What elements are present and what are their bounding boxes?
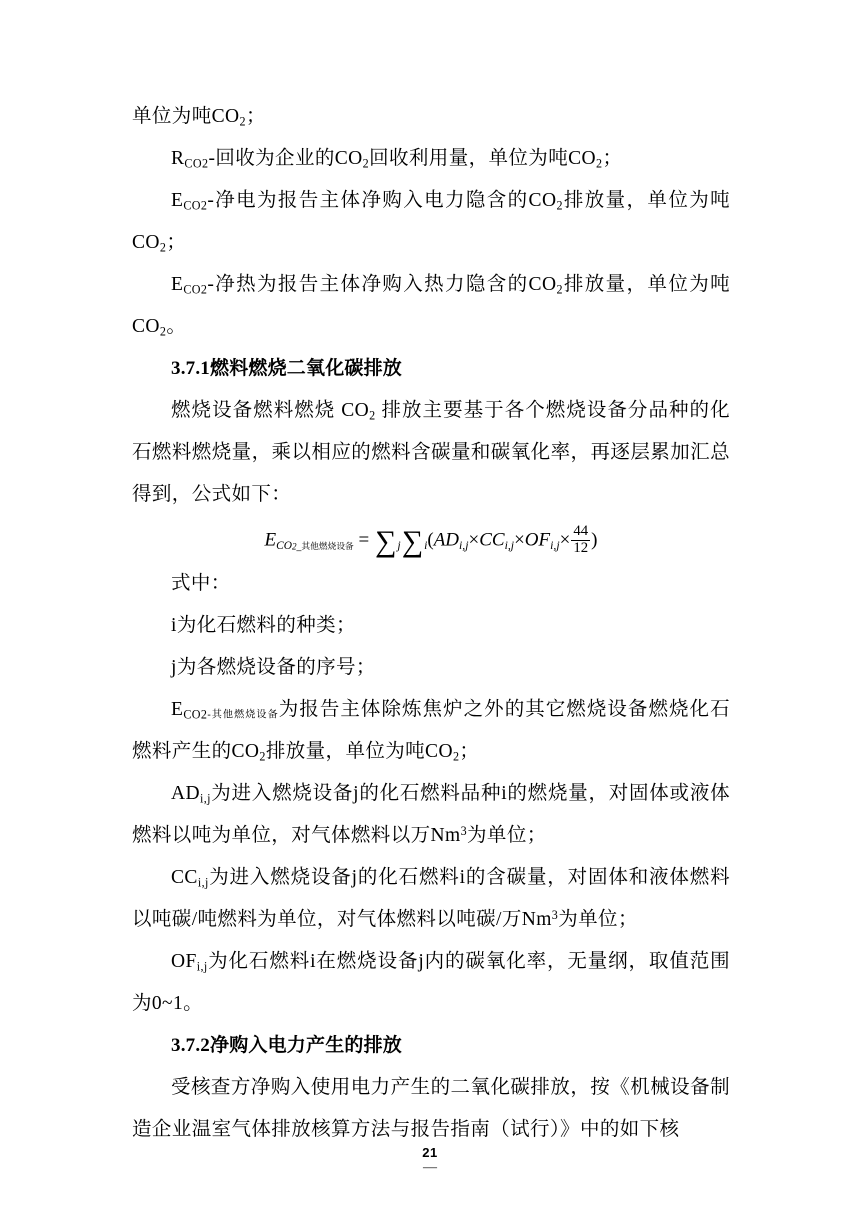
definition-eco2-other: $E_{CO2}-$其他燃烧设备为报告主体除炼焦炉之外的其它燃烧设备燃烧化石燃料产生的$CO_2$排放量，单位为吨$CO_2$； <box>132 698 730 764</box>
formula-open-paren: ( <box>427 529 434 551</box>
formula-term-of-index: i,j <box>550 538 560 552</box>
formula-lhs-sub-digit: 2 <box>291 541 297 552</box>
formula-times-2: × <box>514 529 525 551</box>
formula-block <box>132 524 730 557</box>
definition-i: i为化石燃料的种类； <box>171 614 356 636</box>
formula-times-3: × <box>559 529 571 551</box>
page-number: 21 <box>422 1145 438 1160</box>
paragraph-rco2-recovery: $R_{CO2}-$回收为企业的$CO_2$回收利用量，单位为吨$CO_2$； <box>171 148 623 171</box>
formula-sum-inner-index: i <box>424 538 428 552</box>
formula-sum-inner: ∑ <box>401 524 424 558</box>
where-label: 式中： <box>171 572 231 594</box>
section-title: 燃料燃烧二氧化碳排放 <box>210 358 403 379</box>
formula-sum-outer-index: j <box>397 538 401 552</box>
section-heading-3-7-1 <box>132 348 730 390</box>
formula-eco2-other-combustion <box>265 524 598 557</box>
definition-of: $OF_{i,j}$为化石燃料i在燃烧设备j内的碳氧化率，无量纲，取值范围为0~1。 <box>132 950 730 1014</box>
formula-fraction-numerator: 44 <box>573 523 589 539</box>
formula-equals: = <box>358 529 370 551</box>
section-number-2: 3.7.2 <box>171 1034 210 1056</box>
paragraph-fuel-combustion-intro: 燃烧设备燃料燃烧 $CO_2$ 排放主要基于各个燃烧设备分品种的化石燃料燃烧量，乘以相应的燃料含碳量和碳氧化率，再逐层累加汇总得到，公式如下： <box>132 400 730 505</box>
formula-lhs-sub-co: CO <box>276 539 292 552</box>
page-footer-rule: — <box>423 1160 437 1175</box>
formula-sum-outer: ∑ <box>375 524 397 558</box>
definition-cc: $CC_{i,j}$为进入燃烧设备j的化石燃料i的含碳量，对固体和液体燃料以吨碳/吨燃料为单位，对气体燃料以吨碳/万Nm$^3$为单位； <box>132 866 730 930</box>
definition-ad: $AD_{i,j}$为进入燃烧设备j的化石燃料品种i的燃烧量，对固体或液体燃料以吨为单位，对气体燃料以万Nm$^3$为单位； <box>132 782 730 846</box>
formula-term-ad: AD <box>433 529 460 551</box>
paragraph-eco2-net-electricity: $E_{CO2}-$净电为报告主体净购入电力隐含的$CO_2$排放量，单位为吨$CO_2$； <box>132 190 730 255</box>
formula-term-cc-index: i,j <box>504 538 515 552</box>
formula-term-of: OF <box>524 529 551 551</box>
paragraph-unit-co2: 单位为吨$CO_2$； <box>132 106 266 129</box>
formula-term-cc: CC <box>479 529 505 551</box>
formula-term-ad-index: i,j <box>459 538 469 552</box>
section-heading-3-7-2 <box>132 1025 730 1067</box>
section-number: 3.7.1 <box>171 358 210 379</box>
formula-times-1: × <box>468 529 480 551</box>
formula-close-paren: ) <box>591 529 598 551</box>
paragraph-purchased-electricity: 受核查方净购入使用电力产生的二氧化碳排放，按《机械设备制造企业温室气体排放核算方法与报告指南（试行）》中的如下核 <box>132 1076 730 1140</box>
formula-lhs-symbol: E <box>264 529 277 551</box>
formula-fraction-44-12 <box>571 524 590 556</box>
paragraph-eco2-net-heat: $E_{CO2}-$净热为报告主体净购入热力隐含的$CO_2$排放量，单位为吨$CO_2$。 <box>132 274 730 339</box>
formula-lhs-sub-label: _其他燃烧设备 <box>296 540 354 551</box>
section-title-2: 净购入电力产生的排放 <box>210 1034 403 1056</box>
definition-j: j为各燃烧设备的序号； <box>171 656 376 678</box>
formula-fraction-denominator: 12 <box>573 539 589 556</box>
